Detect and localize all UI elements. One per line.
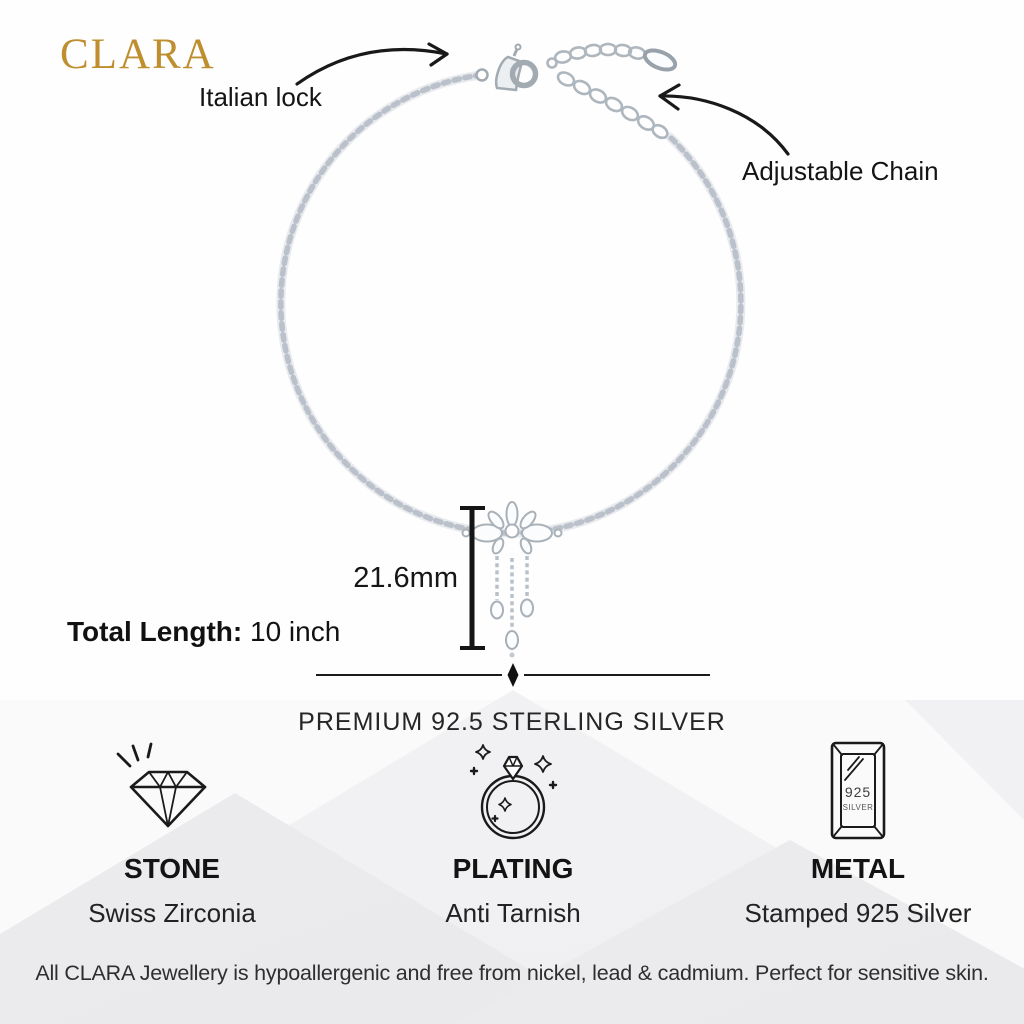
feature-stone [22, 738, 322, 929]
cable-chain [281, 75, 741, 533]
feature-value: Swiss Zirconia [88, 898, 256, 928]
italian-lock-arrow [297, 44, 447, 84]
section-divider [316, 663, 710, 687]
total-length-value: 10 inch [250, 616, 341, 647]
total-length [67, 616, 340, 648]
silver-bar-icon [788, 740, 928, 844]
lobster-clasp-icon [477, 45, 536, 91]
hypoallergenic-note: All CLARA Jewellery is hypoallergenic and free from nickel, lead & cadmium. Perfect for sensitive skin. [35, 961, 989, 985]
teardrop-charm-icon [642, 47, 678, 74]
pendant-drop-measurement: 21.6mm [353, 562, 458, 594]
feature-plating [363, 738, 663, 929]
feature-value: Anti Tarnish [445, 898, 581, 928]
feature-label: PLATING [452, 853, 574, 884]
ring-icon [443, 740, 583, 844]
silver-bar-stamp-silver: SILVER [842, 803, 874, 812]
silver-bar-stamp-925: 925 [844, 784, 872, 800]
annotation-adjustable-chain: Adjustable Chain [742, 156, 939, 186]
feature-metal [708, 738, 1008, 929]
feature-label: METAL [810, 853, 906, 884]
brand-logo: CLARA [60, 31, 216, 78]
feature-label: STONE [124, 853, 220, 884]
total-length-label: Total Length: [67, 616, 243, 647]
quality-heading: PREMIUM 92.5 STERLING SILVER [298, 708, 726, 736]
annotation-italian-lock: Italian lock [199, 82, 322, 112]
feature-value: Stamped 925 Silver [744, 898, 972, 928]
diamond-icon [102, 740, 242, 844]
pendant-dangles [491, 556, 533, 658]
